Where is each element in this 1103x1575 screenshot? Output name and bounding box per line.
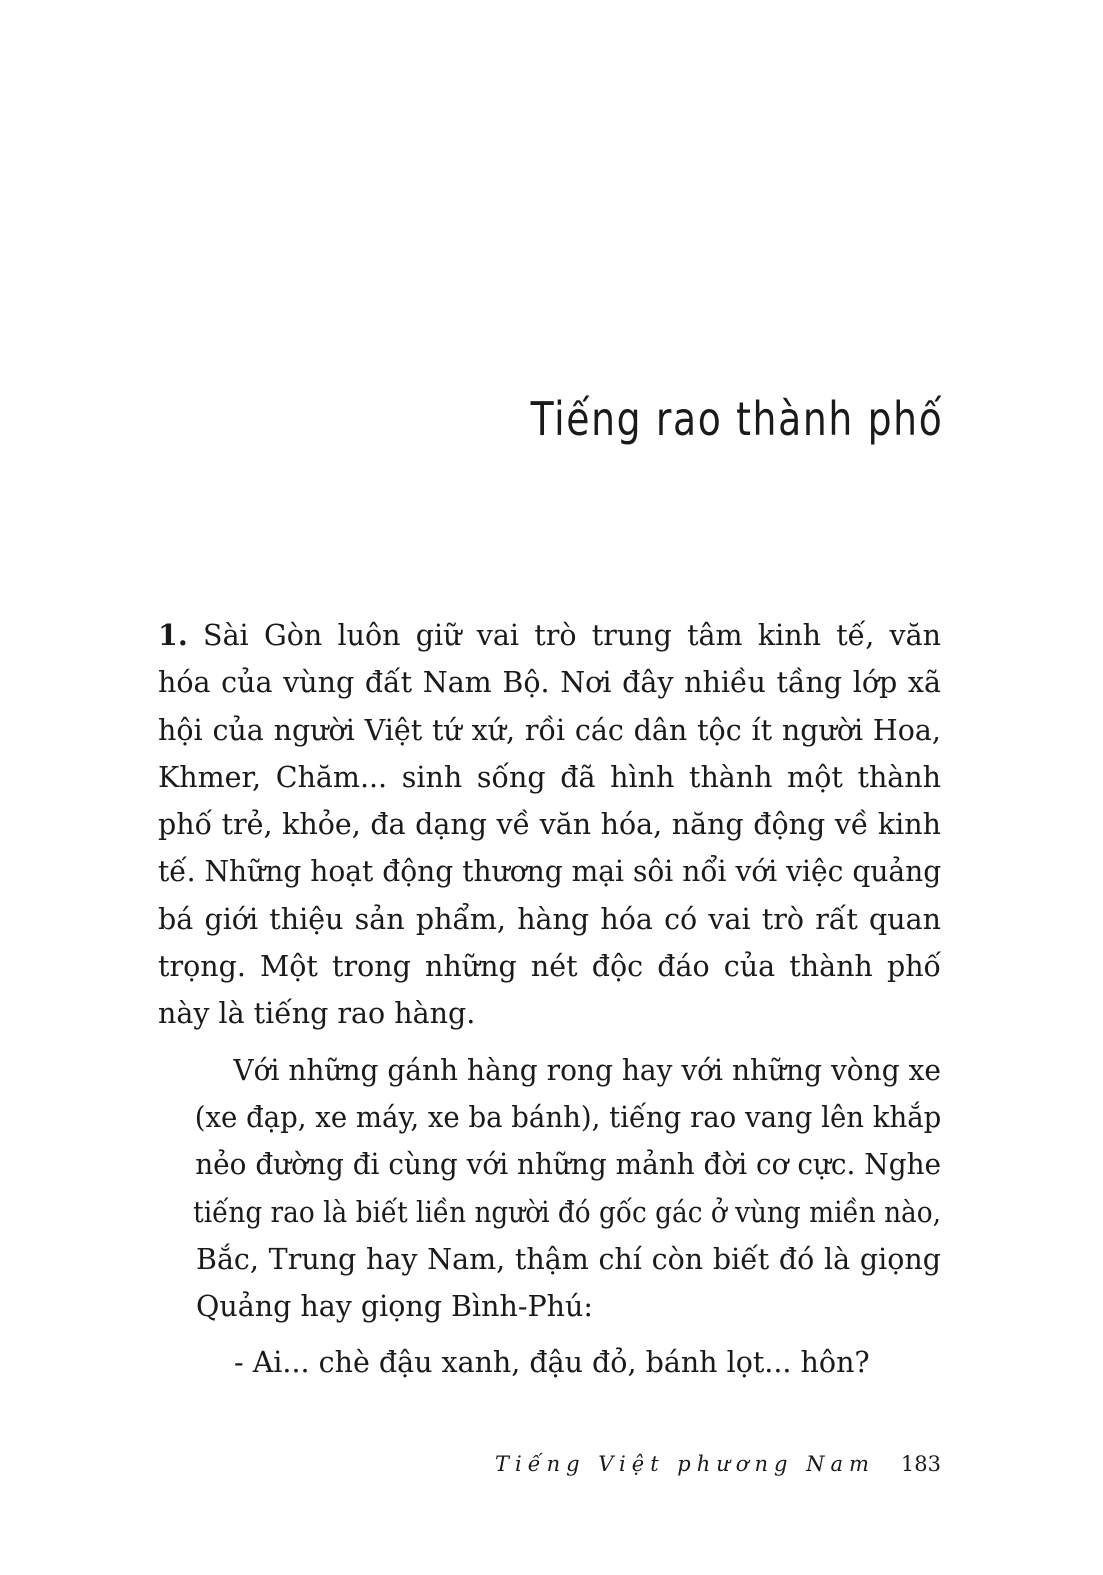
page-number: 183 — [900, 1452, 941, 1476]
text-line: - Ai... chè đậu xanh, đậu đỏ, bánh lọt... hôn? — [234, 1346, 870, 1380]
running-title: Tiếng Việt phương Nam — [494, 1452, 875, 1476]
chapter-title: Tiếng rao thành phố — [530, 392, 943, 446]
text-line: (xe đạp, xe máy, xe ba bánh), tiếng rao vang lên khắp — [194, 1100, 942, 1134]
text-line: nẻo đường đi cùng với những mảnh đời cơ cực. Nghe — [195, 1148, 942, 1182]
text-line: Quảng hay giọng Bình-Phú: — [196, 1290, 593, 1324]
page-footer — [495, 1452, 941, 1476]
paragraph-1 — [158, 612, 941, 1038]
paragraph-2 — [158, 1047, 941, 1331]
text-line: hóa của vùng đất Nam Bộ. Nơi đây nhiều tầng lớp xã — [158, 666, 941, 700]
text-line: Bắc, Trung hay Nam, thậm chí còn biết đó là giọng — [196, 1242, 941, 1276]
text-line: bá giới thiệu sản phẩm, hàng hóa có vai trò rất quan — [158, 902, 941, 936]
paragraph-3 — [158, 1339, 941, 1386]
text-line: Khmer, Chăm... sinh sống đã hình thành một thành — [158, 760, 941, 794]
text-line: tiếng rao là biết liền người đó gốc gác ở vùng miền nào, — [193, 1195, 942, 1229]
body-text — [158, 612, 941, 1387]
text-line: này là tiếng rao hàng. — [158, 997, 476, 1031]
text-line: hội của người Việt tứ xứ, rồi các dân tộc ít người Hoa, — [158, 713, 941, 747]
text-line: trọng. Một trong những nét độc đáo của thành phố — [158, 950, 941, 984]
text-line: tế. Những hoạt động thương mại sôi nổi với việc quảng — [158, 855, 942, 889]
text-line: Với những gánh hàng rong hay với những vòng xe — [233, 1053, 941, 1087]
text-line: phố trẻ, khỏe, đa dạng về văn hóa, năng động về kinh — [158, 808, 941, 842]
section-number: 1. — [158, 618, 188, 652]
text-line: 1. Sài Gòn luôn giữ vai trò trung tâm kinh tế, văn — [158, 618, 941, 652]
